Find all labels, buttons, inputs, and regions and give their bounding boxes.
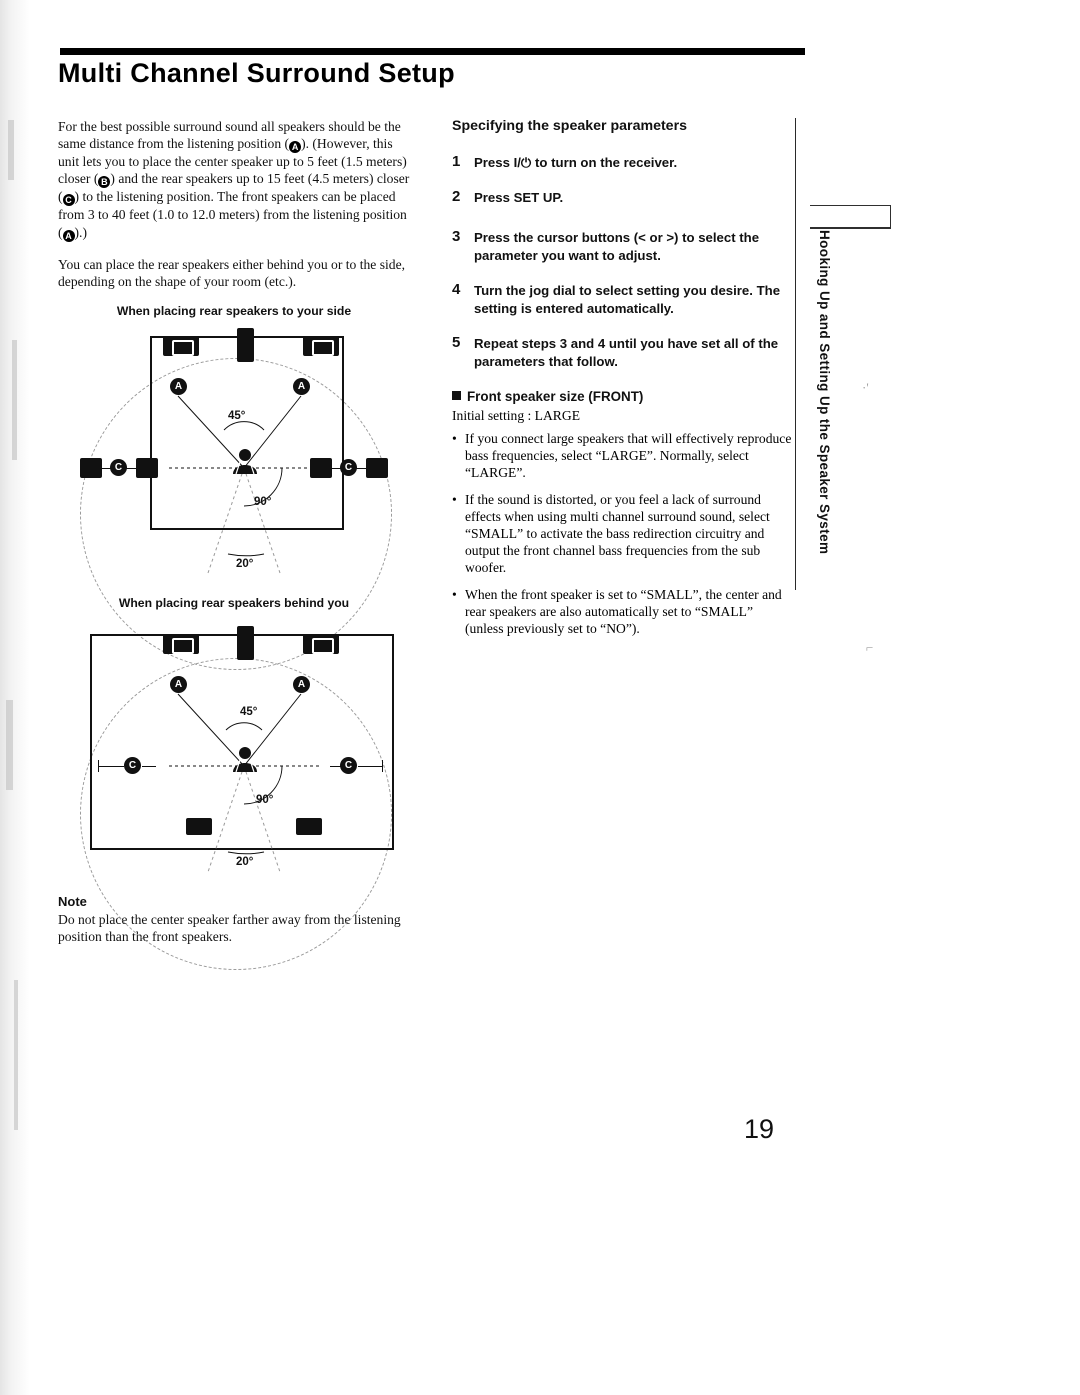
right-column (452, 118, 792, 646)
bullet-item-1: • If you connect large speakers that will effectively reproduce bass frequencies, select “LARGE”. Normally, select “LARGE”. (452, 430, 792, 482)
figure1-angle-90: 90° (254, 496, 272, 509)
badge-a-inline: A (289, 141, 301, 153)
step-4-number: 4 (452, 281, 461, 298)
figure2-angle-45: 45° (240, 706, 258, 719)
figure2-badge-c-right: C (340, 757, 357, 774)
parameter-bullet-list (452, 430, 792, 637)
intro-paragraph-1: For the best possible surround sound all speakers should be the same distance from the listening position ( A ). (However, this unit lets you to place the center speaker up to 5 feet (1.5 meters) closer ( B ) and the rear speakers up to 15 feet (4.5 meters) closer ( C ) to the listening position. The front speakers can be placed from 3 to 40 feet (1.0 to 12.0 meters) from the listening position ( A ).) (58, 119, 410, 241)
page-number: 19 (744, 1114, 775, 1144)
step-1 (452, 154, 792, 172)
rear-left-speaker-icon-2 (136, 458, 158, 478)
parameter-heading (452, 389, 792, 404)
step-3 (452, 229, 792, 265)
figure2-lead-left-2 (142, 766, 156, 767)
figure1-badge-c-right: C (340, 459, 357, 476)
intro-paragraph-2-text: You can place the rear speakers either behind you or to the side, depending on the shape of your room (etc.). (58, 256, 406, 289)
square-bullet-icon (452, 391, 461, 400)
badge-c-inline: C (63, 194, 75, 206)
figure2-badge-a-right: A (293, 676, 310, 693)
side-rule (795, 118, 796, 590)
intro-paragraph-2 (58, 256, 410, 290)
step-5-text: Repeat steps 3 and 4 until you have set all of the parameters that follow. (474, 336, 779, 369)
figure2-lead-right-2 (358, 766, 382, 767)
side-tab-box (810, 205, 891, 229)
figure1-lead-right (332, 468, 342, 469)
step-2 (452, 189, 792, 207)
rear-right-speaker-icon (310, 458, 332, 478)
listener-icon (228, 446, 262, 476)
rear-left-speaker-icon (80, 458, 102, 478)
step-4-text: Turn the jog dial to select setting you desire. The setting is entered automatically. (474, 283, 781, 316)
note-text: Do not place the center speaker farther away from the listening position than the front speakers. (58, 912, 401, 945)
figure2-tick-right (382, 760, 383, 772)
figure2-badge-a-left: A (170, 676, 187, 693)
figure2-tick-left (98, 760, 99, 772)
side-tab-label: Hooking Up and Setting Up the Speaker System (817, 230, 832, 555)
page-title: Multi Channel Surround Setup (58, 58, 455, 88)
step-2-text: Press SET UP. (474, 190, 564, 205)
figure2-caption: When placing rear speakers behind you (118, 596, 350, 611)
figure2-angle-20: 20° (236, 856, 254, 869)
figure1-badge-a-right: A (293, 378, 310, 395)
title-rule (60, 48, 805, 55)
figure2-badge-c-left: C (124, 757, 141, 774)
figure1-badge-a-left: A (170, 378, 187, 395)
step-3-number: 3 (452, 228, 461, 245)
note-label: Note (58, 894, 87, 910)
figure1-lead-right-2 (356, 468, 368, 469)
step-1-number: 1 (452, 153, 461, 170)
rear-right-speaker-icon-2 (366, 458, 388, 478)
section-heading: Specifying the speaker parameters (452, 118, 687, 134)
figure1-angle-45: 45° (228, 410, 246, 423)
step-5-number: 5 (452, 334, 461, 351)
left-column (58, 118, 410, 945)
bullet-item-3: • When the front speaker is set to “SMALL”, the center and rear speakers are also automatically set to “SMALL” (unless previously set to “NO”). (452, 586, 792, 638)
parameter-heading-text: Front speaker size (FRONT) (467, 389, 644, 404)
badge-a-inline-2: A (63, 230, 75, 242)
step-3-text: Press the cursor buttons (< or >) to select the parameter you want to adjust. (474, 230, 760, 263)
initial-setting-text: Initial setting : LARGE (452, 408, 580, 423)
step-4 (452, 282, 792, 318)
step-5 (452, 335, 792, 371)
scan-mark-2: ⌐ (866, 640, 874, 655)
figure-rear-speakers-behind (58, 620, 410, 900)
step-1-text: Press I/⏻ to turn on the receiver. (474, 155, 678, 170)
scan-mark-1: ·' (862, 380, 869, 395)
rear-right-speaker-behind-icon (296, 818, 322, 835)
figure1-lead-left-2 (126, 468, 138, 469)
listener-icon-2 (228, 744, 262, 774)
figure-rear-speakers-side (58, 318, 410, 618)
figure1-lead-left (102, 468, 112, 469)
step-2-number: 2 (452, 188, 461, 205)
badge-b-inline: B (98, 176, 110, 188)
figure1-caption: When placing rear speakers to your side (116, 304, 352, 319)
figure2-angle-90: 90° (256, 794, 274, 807)
figure1-badge-c-left: C (110, 459, 127, 476)
bullet-item-2: • If the sound is distorted, or you feel a lack of surround effects when using multi channel surround sound, select “SMALL” to activate the bass redirection circuitry and output the front channel bass frequencies from the sub woofer. (452, 491, 792, 577)
figure2-lead-right (330, 766, 342, 767)
rear-left-speaker-behind-icon (186, 818, 212, 835)
figure2-lead-left (98, 766, 124, 767)
figure1-angle-20: 20° (236, 558, 254, 571)
